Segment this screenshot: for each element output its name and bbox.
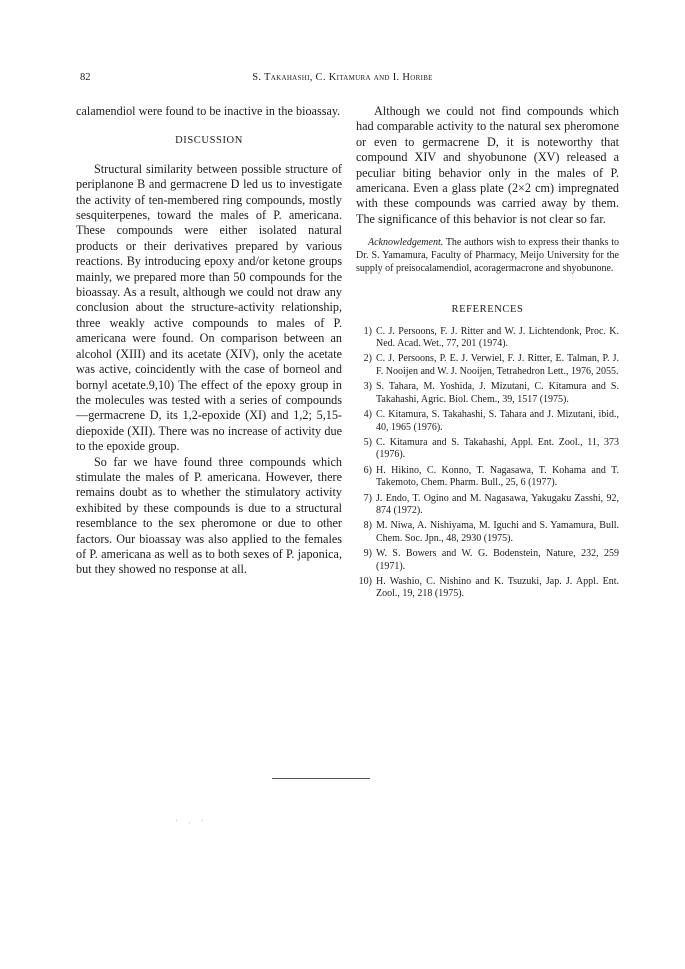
reference-number: 5): [363, 436, 372, 448]
reference-number: 10): [358, 575, 372, 587]
reference-text: C. Kitamura and S. Takahashi, Appl. Ent. Zool., 11, 373 (1976).: [376, 436, 619, 461]
reference-text: M. Niwa, A. Nishiyama, M. Iguchi and S. Yamamura, Bull. Chem. Soc. Jpn., 48, 2930 (1975).: [376, 520, 619, 544]
opening-paragraph: calamendiol were found to be inactive in the bioassay.: [76, 104, 341, 118]
reference-number: 9): [363, 548, 372, 560]
acknowledgement-label: Acknowledgement.: [368, 237, 444, 249]
right-column: [356, 104, 619, 604]
reference-item: [356, 326, 619, 351]
reference-item: [356, 520, 619, 545]
reference-number: 4): [363, 409, 372, 421]
reference-text: C. J. Persoons, P. E. J. Verwiel, F. J. Ritter, E. Talman, P. J. F. Nooijen and W. J. Nooijen, Tetrahedron Lett., 1976, 2055.: [376, 353, 619, 377]
reference-list: [356, 326, 619, 601]
reference-text: H. Hikino, C. Konno, T. Nagasawa, T. Kohama and T. Takemoto, Chem. Pharm. Bull., 25, 6 (1977).: [376, 464, 619, 489]
acknowledgement-text: The authors wish to express their thanks to Dr. S. Yamamura, Faculty of Pharmacy, Meijo University for the supply of preisocalamendiol, acoragermacrone and shyobunone.: [356, 237, 619, 275]
reference-text: S. Tahara, M. Yoshida, J. Mizutani, C. Kitamura and S. Takahashi, Agric. Biol. Chem., 39, 1517 (1975).: [376, 381, 619, 405]
discussion-paragraph-1: Structural similarity between possible structure of periplanone B and germacrene D led us to investigate the activity of ten-membered ring compounds, mostly sesquiterpenes, toward the males of P. americana. These compounds were either isolated natural products or their derivatives prepared by various reactions. By introducing epoxy and/or ketone groups mainly, we prepared more than 50 compounds for the bioassay. As a result, although we could not draw any conclusion about the structure-activity relationship, three weakly active compounds to males of P. americana were found. On comparison between an alcohol (XIII) and its acetate (XIV), only the acetate was active, coincidently with the case of borneol and bornyl acetate.9,10) The effect of the epoxy group in the molecules was tested with a series of compounds—germacrene D, its 1,2-epoxide (XI) and 1,2; 5,15-diepoxide (XII). There was no increase of activity due to the epoxide group.: [76, 161, 342, 454]
discussion-paragraph-2: So far we have found three compounds which stimulate the males of P. americana. However, there remains doubt as to whether the stimulatory activity exhibited by these compounds is due to a structural resemblance to the sex pheromone or due to other factors. Our bioassay was also applied to the females of P. americana as well as to both sexes of P. japonica, but they showed no response at all.: [76, 454, 342, 577]
reference-text: C. J. Persoons, F. J. Ritter and W. J. Lichtendonk, Proc. K. Ned. Acad. Wet., 77, 201 (1974).: [376, 325, 619, 350]
reference-item: [356, 381, 619, 406]
reference-number: 7): [363, 492, 372, 504]
reference-text: C. Kitamura, S. Takahashi, S. Tahara and J. Mizutani, ibid., 40, 1965 (1976).: [376, 409, 619, 433]
reference-item: [356, 353, 619, 378]
page-header: [80, 72, 605, 86]
reference-item: [356, 465, 619, 490]
running-head: S. Takahashi, C. Kitamura and I. Horibe: [252, 72, 433, 83]
scan-specks: ' · ': [176, 818, 207, 828]
reference-item: [356, 548, 619, 573]
end-rule: [272, 778, 370, 779]
acknowledgement: [356, 236, 619, 275]
reference-item: [356, 576, 619, 601]
reference-number: 8): [363, 520, 372, 532]
reference-number: 1): [363, 325, 372, 337]
reference-text: H. Washio, C. Nishino and K. Tsuzuki, Jap. J. Appl. Ent. Zool., 19, 218 (1975).: [376, 575, 619, 600]
discussion-title: DISCUSSION: [175, 135, 243, 147]
left-column: [76, 104, 342, 578]
page-number: 82: [80, 72, 91, 83]
references-title: REFERENCES: [451, 304, 524, 316]
discussion-paragraph-3: Although we could not find compounds which had comparable activity to the natural sex pheromone or even to germacrene D, it is noteworthy that compound XIV and shyobunone (XV) released a peculiar biting behavior only in the males of P. americana. Even a glass plate (2×2 cm) impregnated with these compounds was carried away by them. The significance of this behavior is not clear so far.: [356, 104, 619, 226]
reference-number: 3): [363, 381, 372, 393]
reference-number: 6): [363, 464, 372, 476]
reference-text: W. S. Bowers and W. G. Bodenstein, Nature, 232, 259 (1971).: [376, 548, 619, 572]
reference-number: 2): [363, 353, 372, 365]
reference-item: [356, 493, 619, 518]
reference-item: [356, 437, 619, 462]
reference-item: [356, 409, 619, 434]
reference-text: J. Endo, T. Ogino and M. Nagasawa, Yakugaku Zasshi, 92, 874 (1972).: [376, 492, 619, 516]
